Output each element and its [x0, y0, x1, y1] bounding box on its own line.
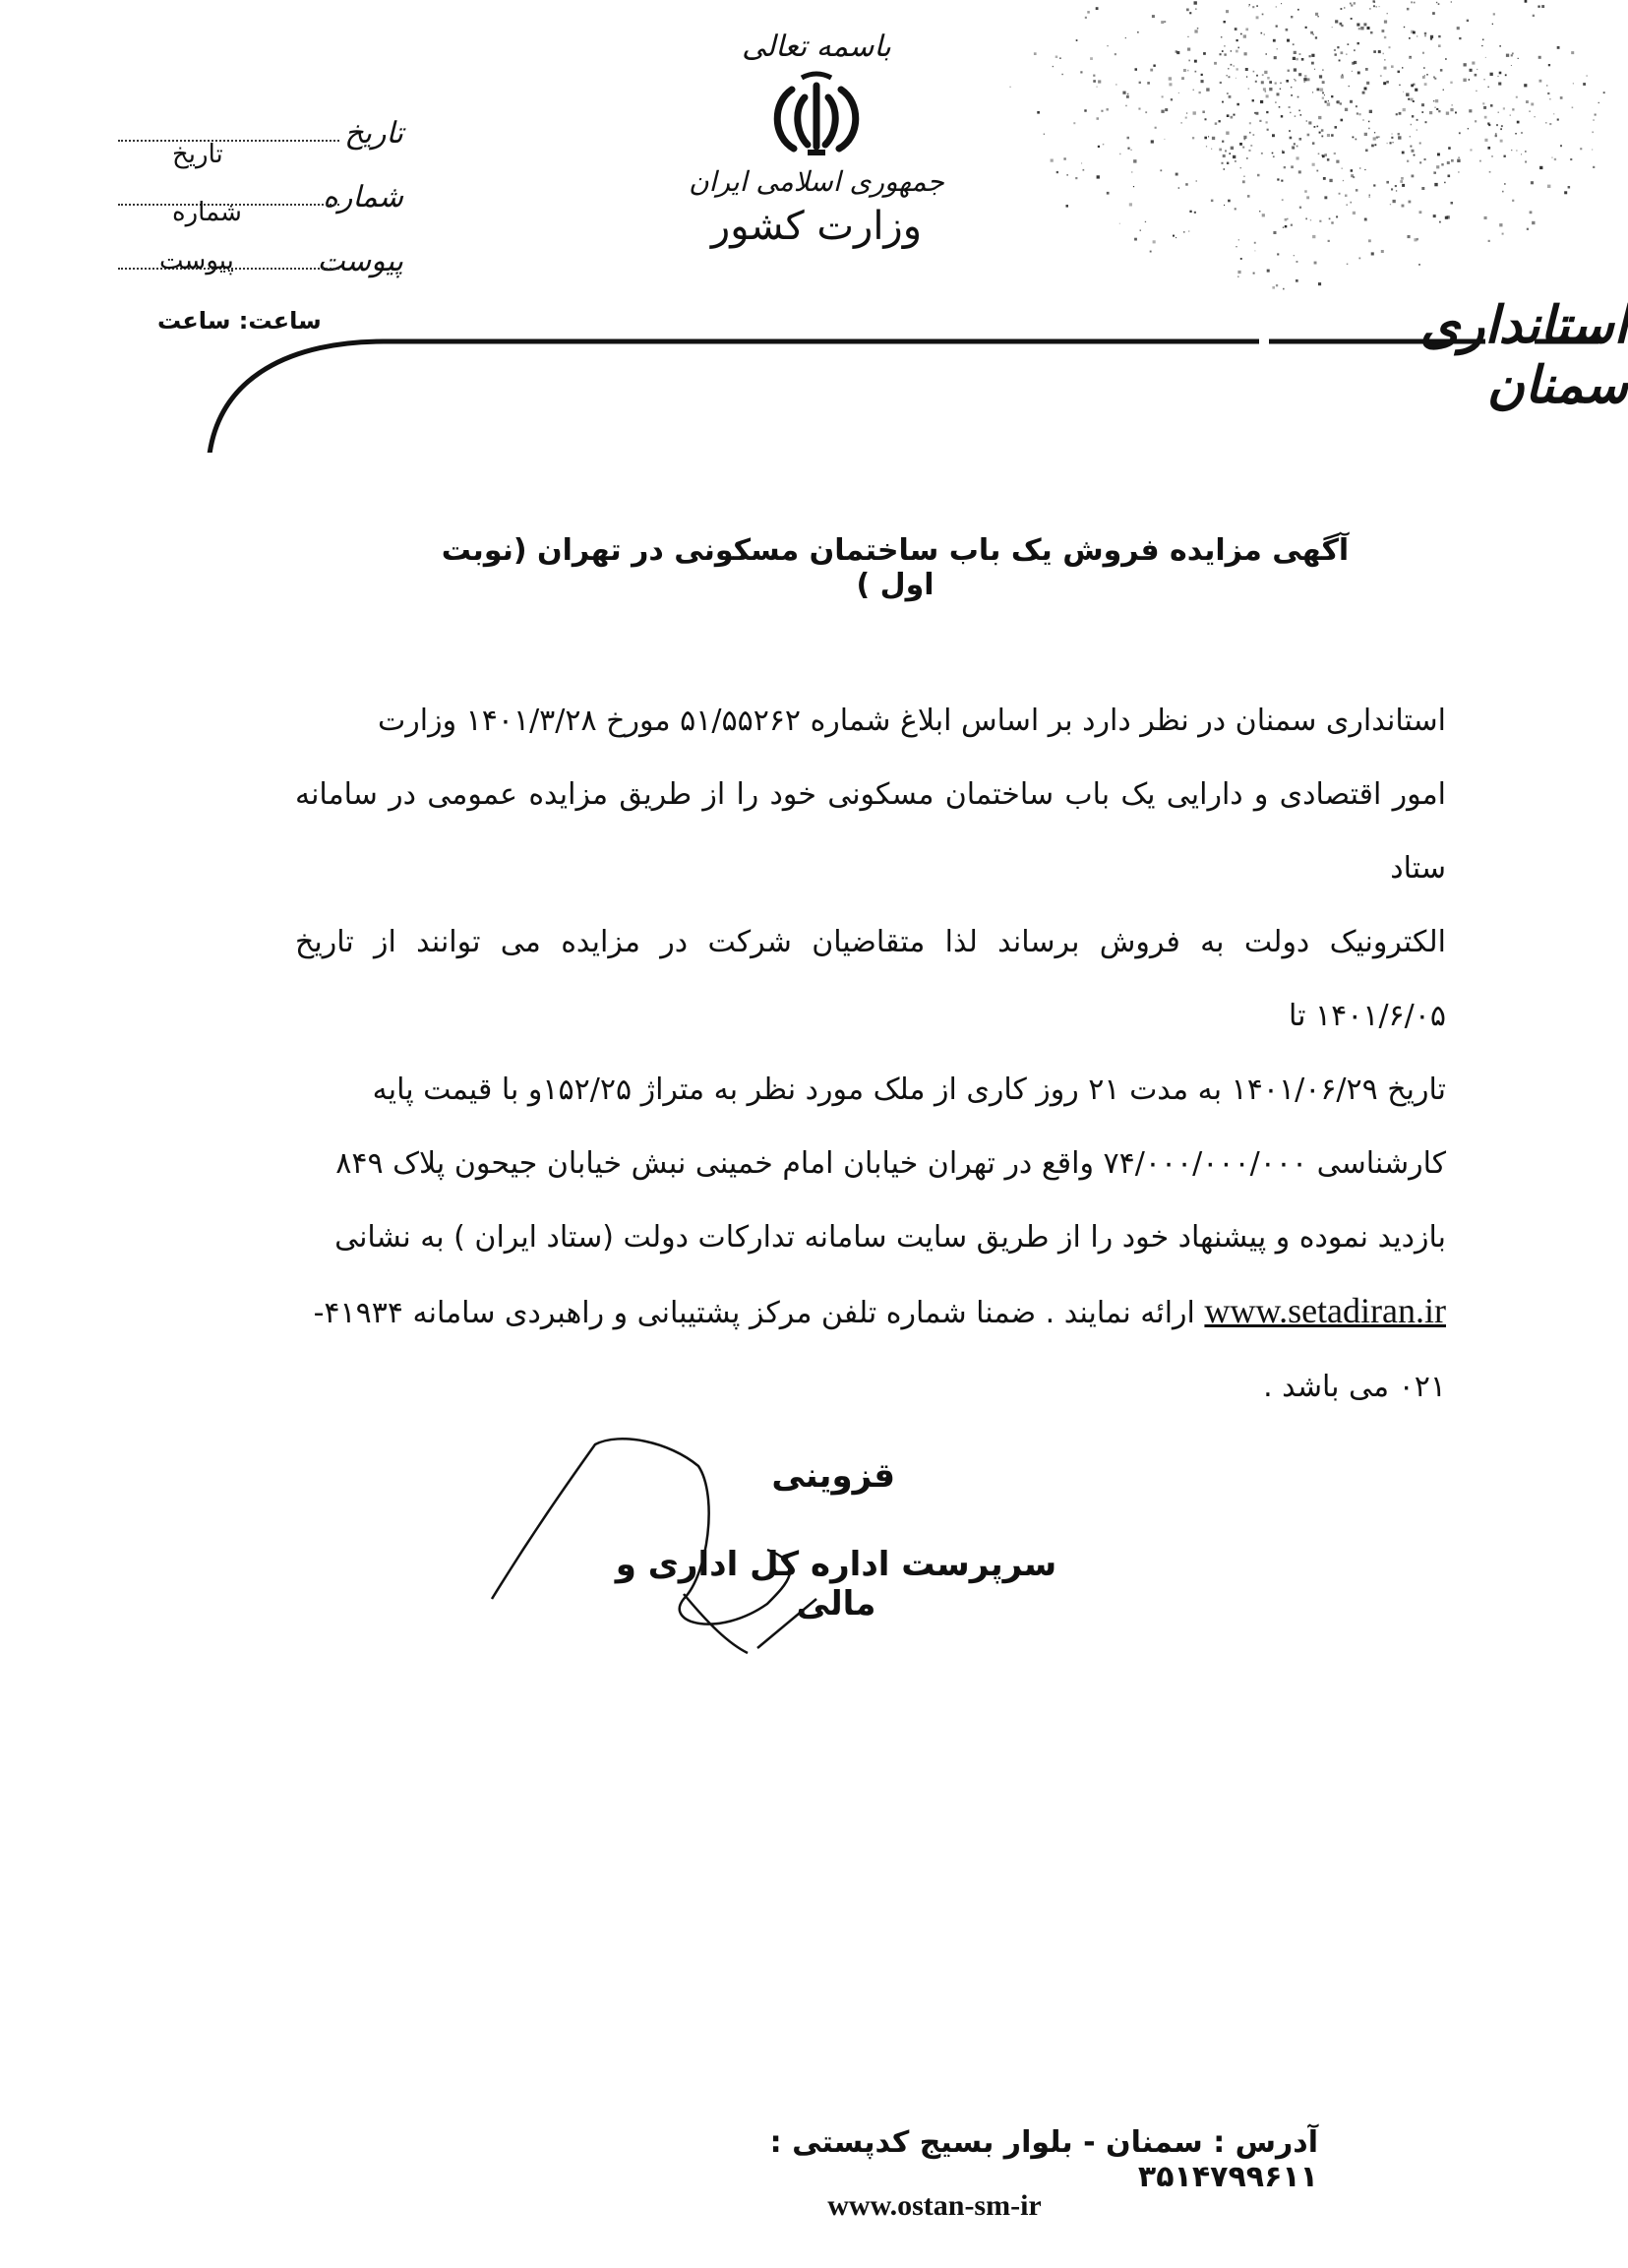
footer-website[interactable]: www.ostan-sm-ir: [827, 2189, 1042, 2222]
date-field: [118, 116, 403, 169]
body-line: کارشناسی ۷۴/۰۰۰/۰۰۰/۰۰۰ واقع در تهران خیابان امام خمینی نبش خیابان جیحون پلاک ۸۴۹: [335, 1146, 1446, 1181]
date-printed-label: تاریخ: [344, 116, 403, 151]
date-dotted-line: [118, 140, 339, 142]
body-line: الکترونیک دولت به فروش برساند لذا متقاضیان شرکت در مزایده می توانند از تاریخ ۱۴۰۱/۶/۰۵ تا: [295, 925, 1446, 1033]
footer-address: آدرس : سمنان - بلوار بسیج کدپستی : ۳۵۱۴۷۹۹۶۱۱: [769, 2125, 1318, 2194]
iran-emblem-icon: [762, 68, 871, 161]
attachment-field: [118, 244, 403, 283]
notice-title: آگهی مزایده فروش یک باب ساختمان مسکونی در تهران (نوبت اول ): [441, 533, 1350, 602]
body-line: استانداری سمنان در نظر دارد بر اساس ابلاغ شماره ۵۱/۵۵۲۶۲ مورخ ۱۴۰۱/۳/۲۸ وزارت: [378, 704, 1446, 738]
body-line: بازدید نموده و پیشنهاد خود را از طریق سایت سامانه تدارکات دولت (ستاد ایران ) به نشانی: [334, 1220, 1446, 1255]
body-line: تاریخ ۱۴۰۱/۰۶/۲۹ به مدت ۲۱ روز کاری از ملک مورد نظر به متراژ ۱۵۲/۲۵و با قیمت پایه: [372, 1073, 1446, 1107]
body-line: امور اقتصادی و دارایی یک باب ساختمان مسکونی خود را از طریق مزایده عمومی در سامانه ستاد: [295, 777, 1446, 886]
number-printed-label: شماره: [323, 180, 403, 215]
signatory-position: سرپرست اداره کل اداری و مالی: [615, 1545, 1057, 1624]
time-label: ساعت: ساعت: [157, 307, 322, 335]
number-field: [118, 180, 403, 227]
attachment-printed-label: پیوست: [317, 244, 403, 278]
number-typed-label: شماره: [172, 198, 242, 227]
attachment-typed-label: پیوست: [159, 246, 234, 276]
ministry-title: وزارت کشور: [710, 204, 923, 249]
setadiran-link[interactable]: www.setadiran.ir: [1204, 1291, 1446, 1330]
date-typed-label: تاریخ: [172, 140, 223, 169]
governorate-title: استانداری سمنان: [1419, 295, 1628, 415]
republic-text: جمهوری اسلامی ایران: [689, 165, 944, 198]
after-link-text: ارائه نمایند . ضمنا شماره تلفن مرکز پشتیبانی و راهبردی سامانه ۴۱۹۳۴-: [313, 1296, 1195, 1330]
basmeh-text: باسمه تعالی: [742, 30, 891, 64]
signatory-name: قزوینی: [771, 1456, 895, 1496]
notice-body: [295, 684, 1446, 1424]
body-last-line: ۰۲۱ می باشد .: [1263, 1370, 1446, 1404]
body-line-with-link: [295, 1274, 1446, 1350]
letterhead-center: [689, 30, 944, 249]
